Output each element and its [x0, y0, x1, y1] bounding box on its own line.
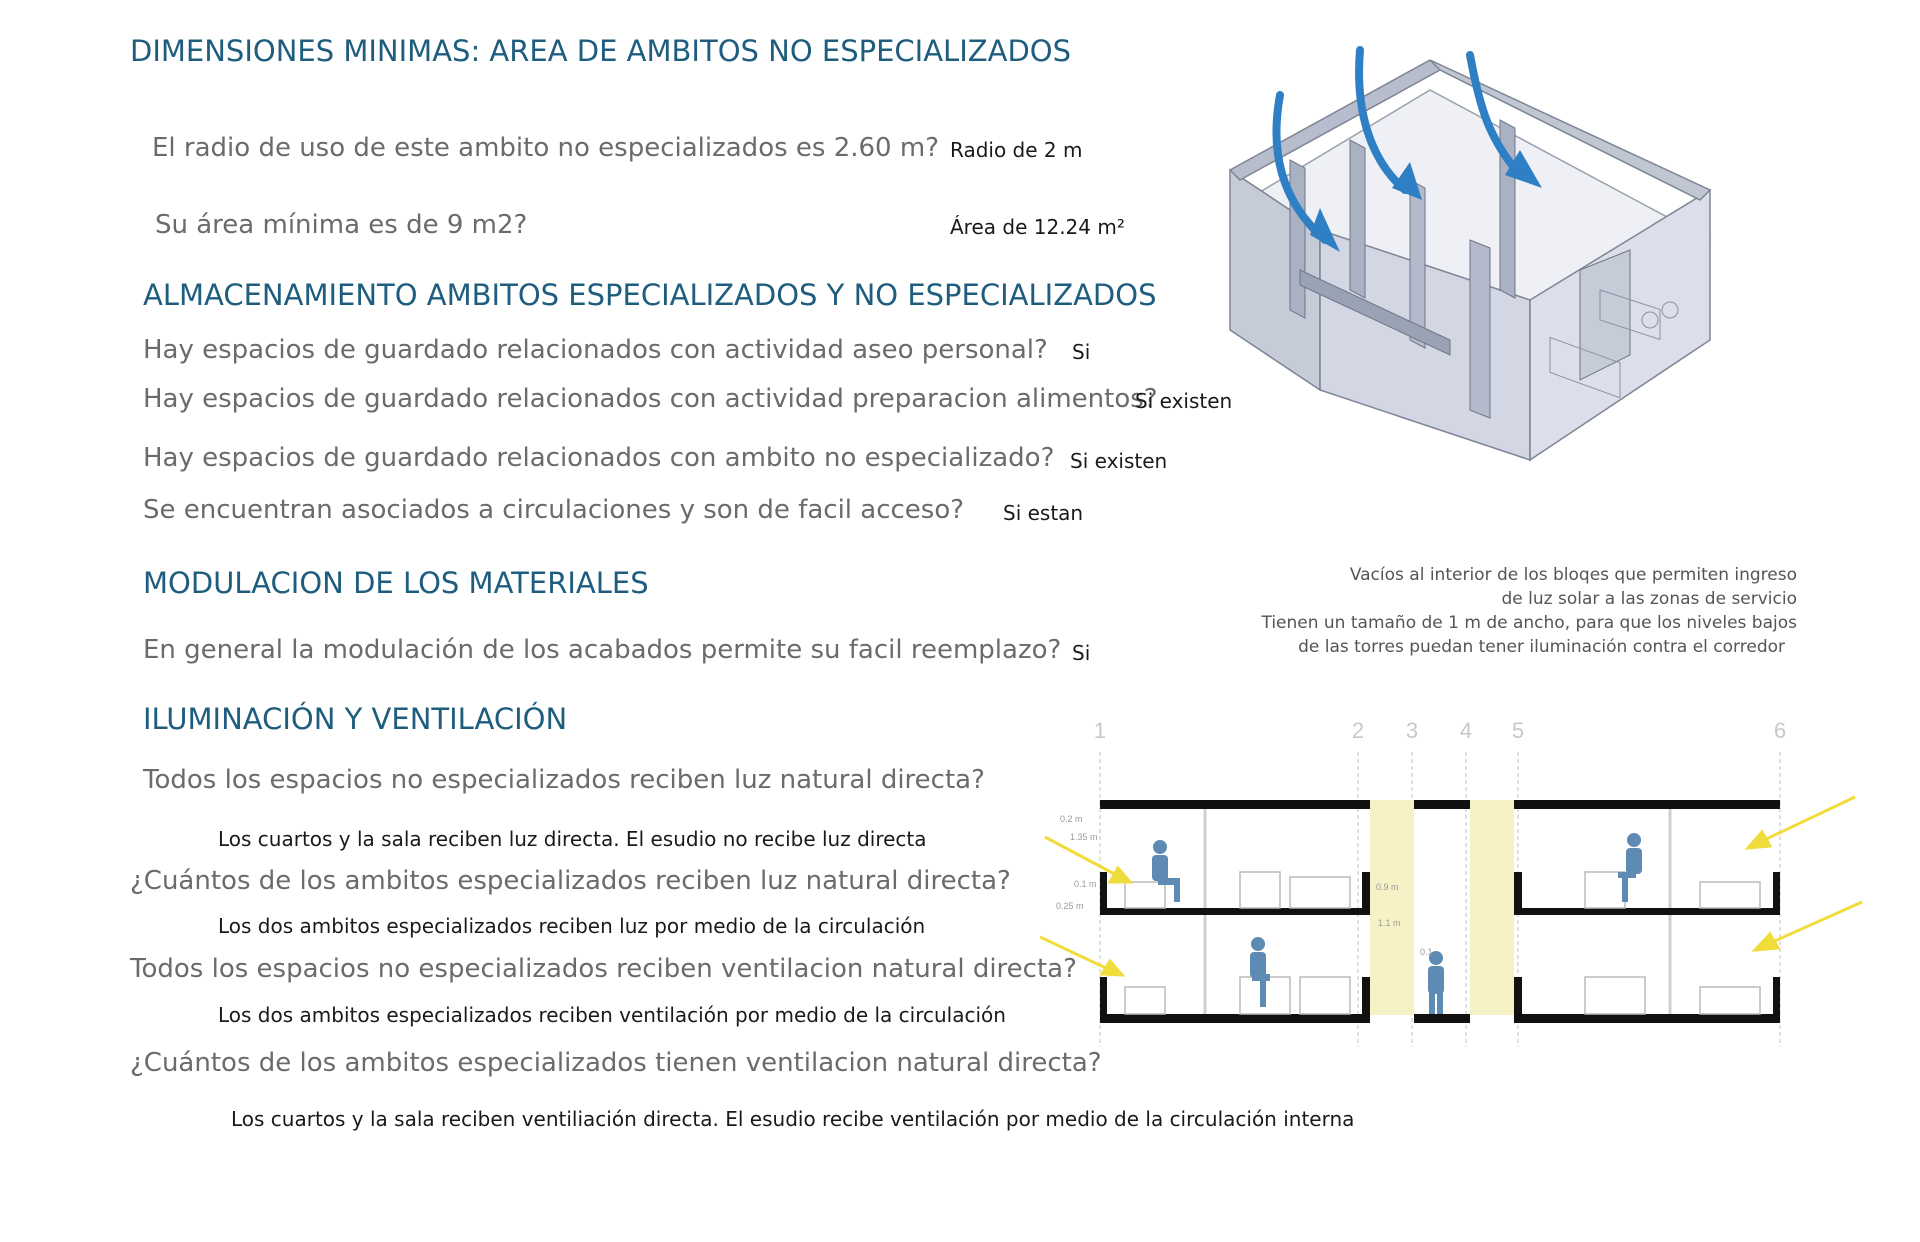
question-ventilacion-especializados: ¿Cuántos de los ambitos especializados tienen ventilacion natural directa? — [130, 1048, 1102, 1078]
person-seated-icon — [1152, 840, 1180, 902]
answer-radio: Radio de 2 m — [950, 138, 1083, 162]
axis-label: 6 — [1773, 718, 1787, 743]
axis-label: 4 — [1459, 718, 1473, 743]
question-luz-especializados: ¿Cuántos de los ambitos especializados reciben luz natural directa? — [130, 866, 1011, 896]
axis-label: 1 — [1093, 718, 1107, 743]
answer-ventilacion-especializados: Los cuartos y la sala reciben ventiliación directa. El esudio recibe ventilación por medio de la circulación interna — [231, 1107, 1355, 1131]
question-aseo: Hay espacios de guardado relacionados con actividad aseo personal? — [143, 335, 1048, 365]
answer-ambito: Si existen — [1070, 449, 1168, 473]
person-standing-icon — [1428, 951, 1444, 1014]
answer-area: Área de 12.24 m² — [950, 215, 1125, 239]
person-seated-icon — [1618, 833, 1642, 902]
note-line-1: Vacíos al interior de los bloqes que permiten ingreso — [1349, 565, 1797, 585]
note-line-2: de luz solar a las zonas de servicio — [1501, 589, 1797, 609]
sun-arrow-icon — [1110, 868, 1130, 882]
section-title-modulacion: MODULACION DE LOS MATERIALES — [143, 566, 649, 600]
question-alimentos: Hay espacios de guardado relacionados con actividad preparacion alimentos? — [143, 384, 1158, 414]
answer-ventilacion-no-especializados: Los dos ambitos especializados reciben ventilación por medio de la circulación — [218, 1003, 1006, 1027]
isometric-plan-diagram — [1200, 40, 1720, 480]
answer-circulaciones: Si estan — [1003, 501, 1084, 525]
sun-arrow-icon — [1755, 934, 1778, 950]
question-ventilacion-no-especializados: Todos los espacios no especializados reciben ventilacion natural directa? — [130, 954, 1077, 984]
note-line-3: Tienen un tamaño de 1 m de ancho, para que los niveles bajos — [1261, 613, 1797, 633]
answer-luz-especializados: Los dos ambitos especializados reciben luz por medio de la circulación — [218, 914, 926, 938]
axis-label: 3 — [1405, 718, 1419, 743]
question-luz-no-especializados: Todos los espacios no especializados reciben luz natural directa? — [143, 765, 985, 795]
dimension-label: 0.25 m — [1056, 901, 1084, 911]
dimension-label: 0.1 — [1420, 947, 1433, 957]
dimension-label: 1.1 m — [1378, 918, 1401, 928]
section-title-almacenamiento: ALMACENAMIENTO AMBITOS ESPECIALIZADOS Y NO ESPECIALIZADOS — [143, 278, 1157, 312]
dimension-label: 0.9 m — [1376, 882, 1399, 892]
dimension-label: 0.1 m — [1074, 879, 1097, 889]
question-area: Su área mínima es de 9 m2? — [155, 210, 528, 240]
sun-arrow-icon — [1748, 832, 1770, 848]
dimension-label: 0.2 m — [1060, 814, 1083, 824]
question-radio: El radio de uso de este ambito no especializados es 2.60 m? — [152, 133, 939, 163]
person-seated-icon — [1250, 937, 1270, 1007]
answer-alimentos: Si existen — [1135, 389, 1233, 413]
light-well — [1470, 800, 1514, 1015]
building-section-diagram — [1040, 712, 1870, 1062]
section-title-iluminacion: ILUMINACIÓN Y VENTILACIÓN — [143, 702, 568, 736]
answer-luz-no-especializados: Los cuartos y la sala reciben luz directa. El esudio no recibe luz directa — [218, 827, 927, 851]
question-ambito: Hay espacios de guardado relacionados con ambito no especializado? — [143, 443, 1055, 473]
question-modulacion: En general la modulación de los acabados permite su facil reemplazo? — [143, 635, 1062, 665]
answer-modulacion: Si — [1072, 641, 1091, 665]
sun-arrow-icon — [1102, 961, 1122, 975]
note-line-4: de las torres puedan tener iluminación contra el corredor — [1298, 637, 1785, 657]
axis-label: 5 — [1511, 718, 1525, 743]
answer-aseo: Si — [1072, 340, 1091, 364]
section-title-dimensiones: DIMENSIONES MINIMAS: AREA DE AMBITOS NO ESPECIALIZADOS — [130, 34, 1072, 68]
light-well — [1370, 800, 1414, 1015]
dimension-label: 1.35 m — [1070, 832, 1098, 842]
axis-label: 2 — [1351, 718, 1365, 743]
question-circulaciones: Se encuentran asociados a circulaciones y son de facil acceso? — [143, 495, 965, 525]
